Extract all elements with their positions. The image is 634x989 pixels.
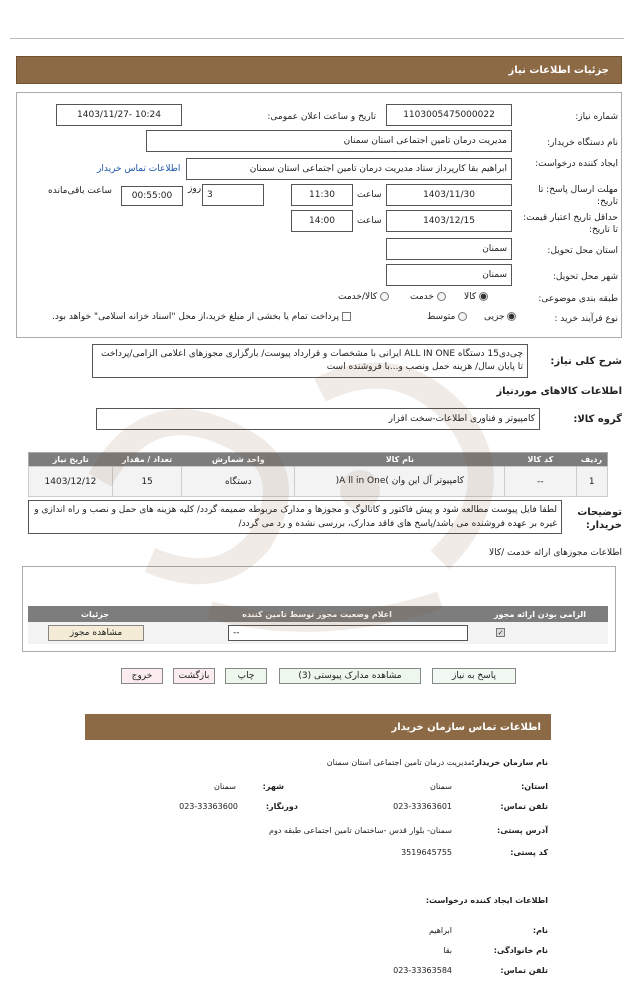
col-name: نام کالا <box>295 453 505 467</box>
radio-selected-icon <box>479 292 488 301</box>
goods-group-field: کامپیوتر و فناوری اطلاعات-سخت افزار <box>96 408 540 430</box>
permit-status-cell <box>162 622 472 644</box>
category-option-both: کالا/خدمت <box>338 292 378 302</box>
print-button[interactable]: چاپ <box>225 668 267 684</box>
process-label: نوع فرآیند خرید : <box>554 314 618 324</box>
city-field: سمنان <box>386 264 512 286</box>
summary-label: شرح کلی نیاز: <box>550 356 622 367</box>
cell-code: -- <box>505 467 576 497</box>
buyer-notes-label: توضیحات خریدار: <box>577 507 622 531</box>
cell-name: کامپیوتر آل این وان )A ll in One( <box>295 467 505 497</box>
deadline-label: مهلت ارسال پاسخ: تا تاریخ: <box>538 185 618 207</box>
min-validity-label: حداقل تاریخ اعتبار قیمت: تا تاریخ: <box>523 213 618 235</box>
buyer-org-field: مدیریت درمان تامین اجتماعی استان سمنان <box>146 130 512 152</box>
contact-address-label: آدرس پستی: <box>497 826 548 835</box>
exit-button[interactable]: خروج <box>121 668 163 684</box>
contact-postal-value: 3519645755 <box>401 848 452 857</box>
contact-org-label: نام سازمان خریدار: <box>471 758 548 767</box>
category-radio-service[interactable] <box>410 292 446 302</box>
days-field: 3 <box>202 184 264 206</box>
contact-fax-label: دورنگار: <box>265 802 298 811</box>
contact-province-label: استان: <box>521 782 548 791</box>
table-row <box>28 622 608 644</box>
province-field: سمنان <box>386 238 512 260</box>
contact-city-value: سمنان <box>213 782 236 791</box>
checkbox-icon <box>342 312 351 321</box>
permit-status-field[interactable]: -- <box>228 625 468 641</box>
min-validity-time-field: 14:00 <box>291 210 353 232</box>
top-divider <box>10 38 624 39</box>
deadline-date-field: 1403/11/30 <box>386 184 512 206</box>
buyer-notes-text: لطفا فایل پیوست مطالعه شود و پیش فاکتور و کاتالوگ و مجوزها و مدارک مربوطه ضمیمه گردد/ کلیه هزینه های حمل و نصب و راه اندازی و غیره بر عهده فروشنده می باشد/پاسخ های فاقد مدارک، بررسی نشده و رد می گردد/ <box>34 505 557 529</box>
permit-details-cell <box>28 622 162 644</box>
treasury-checkbox[interactable] <box>52 312 351 322</box>
table-row <box>29 467 608 497</box>
goods-info-title: اطلاعات کالاهای موردنیاز <box>496 386 622 397</box>
remaining-label: ساعت باقی‌مانده <box>48 186 112 196</box>
permit-required-cell <box>472 622 608 644</box>
permits-title: اطلاعات مجوزهای ارائه خدمت /کالا <box>488 548 622 558</box>
creator-first-name-value: ابراهیم <box>428 926 452 935</box>
process-option-medium: متوسط <box>427 312 456 322</box>
min-validity-time-label: ساعت <box>357 216 382 226</box>
checked-checkbox-icon: ✓ <box>497 629 504 637</box>
city-label: شهر محل تحویل: <box>552 272 618 282</box>
col-permit-details: جزئیات <box>28 606 162 622</box>
permits-table <box>28 606 608 644</box>
announce-field: 1403/11/27- 10:24 <box>56 104 182 126</box>
summary-box <box>92 344 528 378</box>
treasury-note: پرداخت تمام یا بخشی از مبلغ خرید،از محل "اسناد خزانه اسلامی" خواهد بود. <box>52 312 340 322</box>
col-code: کد کالا <box>505 453 576 467</box>
process-radio-minor[interactable] <box>484 312 516 322</box>
cell-row: 1 <box>576 467 607 497</box>
creator-last-name-label: نام خانوادگی: <box>493 946 548 955</box>
contact-phone-value: 023-33363601 <box>393 802 452 811</box>
page-title: جزئیات اطلاعات نیاز <box>508 64 609 76</box>
contact-fax-value: 023-33363600 <box>179 802 238 811</box>
creator-phone-value: 023-33363584 <box>393 966 452 975</box>
col-date: تاریخ نیاز <box>29 453 113 467</box>
buyer-org-label: نام دستگاه خریدار: <box>547 138 618 148</box>
creator-phone-label: تلفن تماس: <box>500 966 548 975</box>
need-number-field: 1103005475000022 <box>386 104 512 126</box>
creator-field: ابراهیم بقا کارپرداز ستاد مدیریت درمان تامین اجتماعی استان سمنان <box>186 158 512 180</box>
min-validity-date-field: 1403/12/15 <box>386 210 512 232</box>
contact-postal-label: کد پستی: <box>510 848 548 857</box>
need-number-label: شماره نیاز: <box>575 112 618 122</box>
process-option-minor: جزیی <box>484 312 505 322</box>
contact-title: اطلاعات تماس سازمان خریدار <box>391 721 541 733</box>
radio-icon <box>458 312 467 321</box>
contact-org-value: مدیریت درمان تامین اجتماعی استان سمنان <box>326 758 472 767</box>
category-option-goods: کالا <box>464 292 477 302</box>
summary-text: چی‌دی15 دستگاه ALL IN ONE ایرانی با مشخصات و قرارداد پیوست/ بارگزاری مجوزهای اعلامی الزامی/پرداخت تا پایان سال/ هزینه حمل ونصب و...با فروشنده است <box>101 349 523 372</box>
creator-last-name-value: بقا <box>443 946 452 955</box>
buyer-notes-box <box>28 500 562 534</box>
back-button[interactable]: بازگشت <box>173 668 215 684</box>
contact-address-value: سمنان- بلوار قدس -ساختمان تامین اجتماعی طبقه دوم <box>269 826 452 835</box>
radio-selected-icon <box>507 312 516 321</box>
col-permit-required: الزامی بودن ارائه مجوز <box>472 606 608 622</box>
contact-buyer-link[interactable]: اطلاعات تماس خریدار <box>97 164 181 174</box>
col-qty: تعداد / مقدار <box>112 453 181 467</box>
creator-first-name-label: نام: <box>532 926 548 935</box>
category-label: طبقه بندی موضوعی: <box>538 294 618 304</box>
radio-icon <box>380 292 389 301</box>
cell-qty: 15 <box>112 467 181 497</box>
category-radio-goods[interactable] <box>464 292 488 302</box>
category-option-service: خدمت <box>410 292 434 302</box>
col-unit: واحد شمارش <box>182 453 295 467</box>
col-permit-status: اعلام وضعیت مجوز توسط تامین کننده <box>162 606 472 622</box>
attachments-button[interactable]: مشاهده مدارک پیوستی (3) <box>279 668 421 684</box>
reply-button[interactable]: پاسخ به نیاز <box>432 668 516 684</box>
radio-icon <box>437 292 446 301</box>
deadline-time-label: ساعت <box>357 190 382 200</box>
goods-table <box>28 452 608 497</box>
contact-city-label: شهر: <box>262 782 284 791</box>
cell-date: 1403/12/12 <box>29 467 113 497</box>
col-row: ردیف <box>576 453 607 467</box>
province-label: استان محل تحویل: <box>547 246 618 256</box>
category-radio-both[interactable] <box>338 292 389 302</box>
contact-header <box>85 714 551 740</box>
creator-info-title: اطلاعات ایجاد کننده درخواست: <box>425 896 548 905</box>
days-label: روز <box>188 184 202 194</box>
view-permit-button[interactable]: مشاهده مجوز <box>48 625 144 641</box>
deadline-time-field: 11:30 <box>291 184 353 206</box>
page-header <box>16 56 622 84</box>
contact-province-value: سمنان <box>429 782 452 791</box>
announce-label: تاریخ و ساعت اعلان عمومی: <box>267 112 376 122</box>
goods-group-label: گروه کالا: <box>573 414 622 425</box>
contact-phone-label: تلفن تماس: <box>500 802 548 811</box>
cell-unit: دستگاه <box>182 467 295 497</box>
process-radio-medium[interactable] <box>427 312 467 322</box>
remaining-field: 00:55:00 <box>121 186 183 206</box>
creator-label: ایجاد کننده درخواست: <box>535 159 618 169</box>
